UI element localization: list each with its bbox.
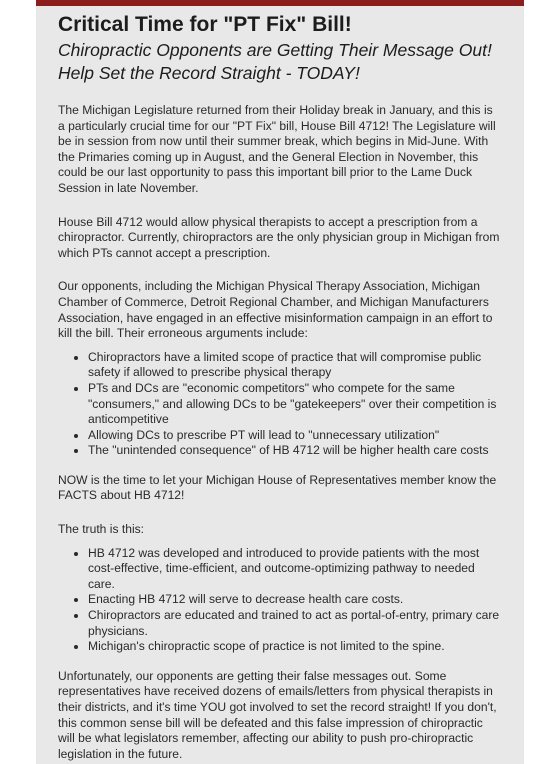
list-item: • PTs and DCs are "economic competitors" who compete for the same "consumers," and allowing DCs to be "gatekeepers" over their competition is anticompetitive — [88, 381, 502, 428]
opponents-paragraph: Our opponents, including the Michigan Physical Therapy Association, Michigan Chamber of Commerce, Detroit Regional Chamber, and Michigan Manufacturers Association, have engaged in an effective misinformation campaign in an effort to kill the bill. Their erroneous arguments include: — [58, 279, 493, 341]
call-to-action-paragraph: NOW is the time to let your Michigan House of Representatives member know the FACTS about HB 4712! — [58, 472, 497, 503]
bill-summary-paragraph: House Bill 4712 would allow physical therapists to accept a prescription from a chiropractor. Currently, chiropractors are the only physician group in Michigan from which PTs cannot accept a prescription. — [58, 214, 500, 260]
list-item: • Allowing DCs to prescribe PT will lead to "unnecessary utilization" — [88, 428, 502, 444]
list-item: • Michigan's chiropractic scope of practice is not limited to the spine. — [88, 639, 502, 655]
closing-paragraph: Unfortunately, our opponents are getting their false messages out. Some representatives have received dozens of emails/letters from physical therapists in their districts, and it's time YOU got involved to set the record straight! If you don't, this common sense bill will be defeated and this false impression of chiropractic will be what legislators remember, affecting our ability to push pro-chiropractic legislation in the future. — [58, 668, 497, 761]
page-title: Critical Time for "PT Fix" Bill! — [58, 13, 352, 36]
list-item: • HB 4712 was developed and introduced to provide patients with the most cost-effective, time-efficient, and outcome-optimizing pathway to needed care. — [88, 546, 502, 593]
truths-list — [58, 546, 502, 655]
arguments-list — [58, 350, 502, 459]
message-content — [36, 6, 524, 762]
list-item: • Chiropractors have a limited scope of practice that will compromise public safety if allowed to prescribe physical therapy — [88, 350, 502, 381]
intro-paragraph: The Michigan Legislature returned from their Holiday break in January, and this is a particularly crucial time for our "PT Fix" bill, House Bill 4712! The Legislature will be in session from now until their summer break, which begins in Mid-June. With the Primaries coming up in August, and the General Election in November, this could be our last opportunity to pass this important bill prior to the Lame Duck Session in late November. — [58, 103, 496, 195]
page-subtitle: Chiropractic Opponents are Getting Their Message Out! Help Set the Record Straight - TODAY! — [58, 40, 492, 83]
list-item: • The "unintended consequence" of HB 4712 will be higher health care costs — [88, 443, 502, 459]
list-item: • Enacting HB 4712 will serve to decrease health care costs. — [88, 592, 502, 608]
list-item: • Chiropractors are educated and trained to act as portal-of-entry, primary care physicians. — [88, 608, 502, 639]
message-panel — [36, 6, 524, 764]
truth-intro-paragraph: The truth is this: — [58, 522, 145, 537]
